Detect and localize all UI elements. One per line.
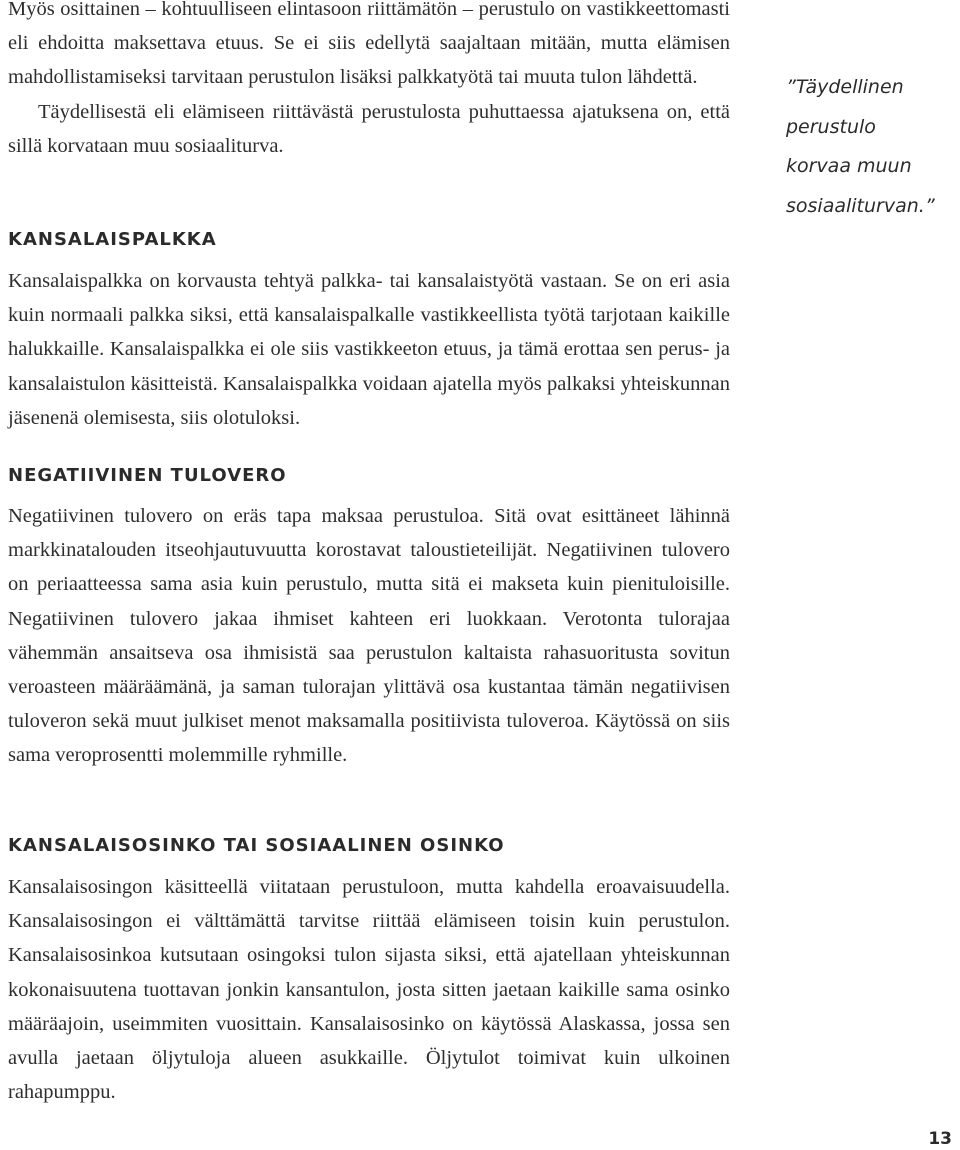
page-number: 13 <box>928 1129 952 1149</box>
section-heading-kansalaisosinko: KANSALAISOSINKO TAI SOSIAALINEN OSINKO <box>8 835 505 856</box>
pull-quote: ”Täydellinen perustulo korvaa muun sosiaaliturvan.” <box>786 76 935 217</box>
intro-paragraph-1: Myös osittainen – kohtuulliseen elintasoon riittämätön – perustulo on vastikkeettomasti eli ehdoitta maksettava etuus. Se ei siis edellytä saajaltaan mitään, mutta elämisen mahdollistamiseksi tarvitaan perustulon lisäksi palkkatyötä tai muuta tulon lähdettä. <box>8 0 730 89</box>
section-text-kansalaisosinko: Kansalaisosingon käsitteellä viitataan perustuloon, mutta kahdella eroavaisuudella. Kansalaisosingon ei välttämättä tarvitse riittää elämiseen toisin kuin perustulon. Kansalaisosinkoa kutsutaan osingoksi tulon sijasta siksi, että ajatellaan yhteiskunnan kokonaisuutena tuottavan jonkin kansantulon, josta sitten jaetaan kaikille sama osinko määräajoin, useimmiten vuosittain. Kansalaisosinko on käytössä Alaskassa, jossa sen avulla jaetaan öljytuloja alueen asukkaille. Öljytulot toimivat kuin ulkoinen rahapumppu. <box>8 876 730 1104</box>
intro-column <box>8 0 730 163</box>
section-text-kansalaispalkka: Kansalaispalkka on korvausta tehtyä palkka- tai kansalaistyötä vastaan. Se on eri asia kuin normaali palkka siksi, että kansalaispalkalle vastikkeellista työtä tarjotaan kaikille halukkaille. Kansalaispalkka ei ole siis vastikkeeton etuus, ja tämä erottaa sen perus- ja kansalaistulon käsitteistä. Kansalaispalkka voidaan ajatella myös palkaksi yhteiskunnan jäsenenä olemisesta, siis olotuloksi. <box>8 270 730 429</box>
section-text-negatiivinen-tulovero: Negatiivinen tulovero on eräs tapa maksaa perustuloa. Sitä ovat esittäneet lähinnä markkinatalouden itseohjautuvuutta korostavat taloustieteilijät. Negatiivinen tulovero on periaatteessa sama asia kuin perustulo, mutta sitä ei makseta kuin pienituloisille. Negatiivinen tulovero jakaa ihmiset kahteen eri luokkaan. Verotonta tulorajaa vähemmän ansaitseva osa ihmisistä saa perustulon kaltaista rahasuoritusta sovitun veroasteen määräämänä, ja saman tulorajan ylittävä osa kustantaa tämän negatiivisen tuloveron sekä muut julkiset menot maksamalla positiivista tuloveroa. Käytössä on siis sama veroprosentti molemmille ryhmille. <box>8 505 730 767</box>
section-heading-negatiivinen-tulovero: NEGATIIVINEN TULOVERO <box>8 465 287 486</box>
section-heading-kansalaispalkka: KANSALAISPALKKA <box>8 229 217 250</box>
intro-paragraph-2: Täydellisestä eli elämiseen riittävästä perustulosta puhuttaessa ajatuksena on, että sillä korvataan muu sosiaaliturva. <box>8 100 730 157</box>
